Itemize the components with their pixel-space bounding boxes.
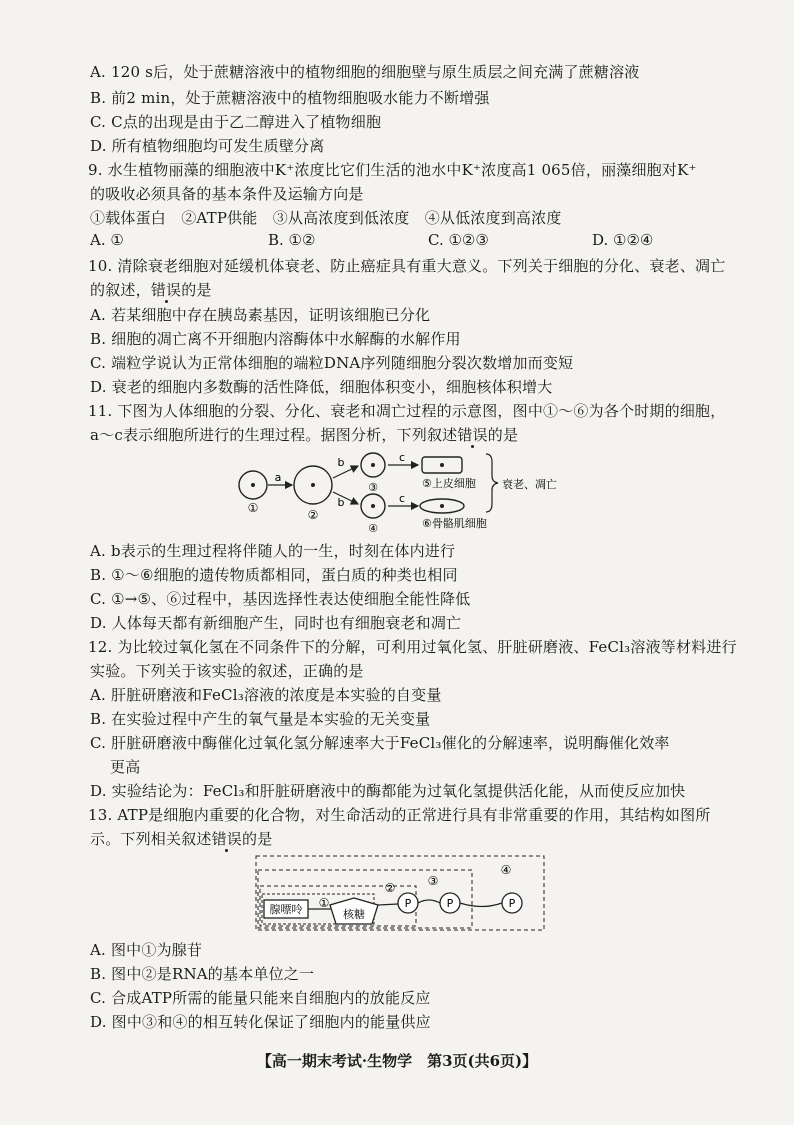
cell-3-label: ③ [368, 481, 378, 494]
phosphate-1-label: P [404, 897, 412, 910]
q13-option-d: D. 图中③和④的相互转化保证了细胞内的能量供应 [90, 1013, 431, 1031]
q10-option-c: C. 端粒学说认为正常体细胞的端粒DNA序列随细胞分裂次数增加而变短 [90, 354, 574, 372]
q13-stem-line2: 示。下列相关叙述错误的是 [90, 830, 273, 848]
q11-option-d: D. 人体每天都有新细胞产生，同时也有细胞衰老和凋亡 [90, 614, 462, 632]
region-4-label: ④ [500, 863, 512, 877]
q11-option-a: A. b表示的生理过程将伴随人的一生，时刻在体内进行 [90, 542, 456, 560]
q13-option-c: C. 合成ATP所需的能量只能来自细胞内的放能反应 [90, 989, 431, 1007]
region-1-label: ① [318, 896, 330, 910]
cell-2-label: ② [307, 508, 319, 522]
q13-option-b: B. 图中②是RNA的基本单位之一 [90, 965, 315, 983]
q12-option-a: A. 肝脏研磨液和FeCl₃溶液的浓度是本实验的自变量 [90, 686, 442, 704]
emphasis-wrong: 错误 [457, 426, 488, 444]
q9-options [90, 231, 750, 251]
q8-option-a: A. 120 s后，处于蔗糖溶液中的植物细胞的细胞壁与原生质层之间充满了蔗糖溶液 [90, 63, 640, 81]
q12-stem-line2: 实验。下列关于该实验的叙述，正确的是 [90, 662, 364, 680]
cell-lifecycle-diagram [228, 448, 578, 538]
region-2-label: ② [384, 881, 396, 895]
phosphate-2-label: P [446, 897, 454, 910]
page-footer: 【高一期末考试·生物学 第3页(共6页)】 [256, 1052, 538, 1070]
cell-4-label: ④ [368, 522, 378, 535]
q9-option-a: A. ① [90, 231, 124, 249]
q13-stem-line1: 13. ATP是细胞内重要的化合物，对生命活动的正常进行具有非常重要的作用，其结构如图所 [88, 806, 711, 824]
q9-option-b: B. ①② [268, 231, 316, 249]
ribose-label: 核糖 [343, 908, 365, 921]
atp-structure-diagram [244, 852, 548, 934]
q12-option-c-line1: C. 肝脏研磨液中酶催化过氧化氢分解速率大于FeCl₃催化的分解速率，说明酶催化效率 [90, 734, 670, 752]
q12-option-b: B. 在实验过程中产生的氧气量是本实验的无关变量 [90, 710, 431, 728]
q12-stem-line1: 12. 为比较过氧化氢在不同条件下的分解，可利用过氧化氢、肝脏研磨液、FeCl₃溶液等材料进行 [88, 638, 737, 656]
q10-stem-line2: 的叙述，错误的是 [90, 281, 212, 299]
q8-option-b: B. 前2 min，处于蔗糖溶液中的植物细胞吸水能力不断增强 [90, 89, 490, 107]
q12-option-c-line2: 更高 [110, 758, 141, 776]
process-c-label-top: c [398, 451, 406, 464]
adenine-label: 腺嘌呤 [269, 903, 303, 916]
q9-stem-line1: 9. 水生植物丽藻的细胞液中K⁺浓度比它们生活的池水中K⁺浓度高1 065倍，丽藻细胞对K⁺ [88, 161, 697, 179]
q8-option-c: C. C点的出现是由于乙二醇进入了植物细胞 [90, 113, 382, 131]
q11-option-c: C. ①→⑤、⑥过程中，基因选择性表达使细胞全能性降低 [90, 590, 471, 608]
q11-stem-line2: a～c表示细胞所进行的生理过程。据图分析，下列叙述错误的是 [90, 426, 519, 444]
phosphate-3-label: P [508, 897, 516, 910]
cell-6-label: ⑥骨骼肌细胞 [422, 517, 487, 530]
fate-label: 衰老、凋亡 [502, 478, 557, 491]
emphasis-wrong: 错误 [150, 281, 182, 299]
cell-1-label: ① [247, 501, 259, 515]
cell-5-label: ⑤上皮细胞 [422, 477, 476, 490]
q9-option-c: C. ①②③ [428, 231, 489, 249]
process-a-label: a [274, 471, 282, 484]
q10-stem-line1: 10. 清除衰老细胞对延缓机体衰老、防止癌症具有重大意义。下列关于细胞的分化、衰老、凋亡 [88, 257, 726, 275]
q9-conditions: ①载体蛋白 ②ATP供能 ③从高浓度到低浓度 ④从低浓度到高浓度 [90, 209, 562, 227]
q11-stem-line1: 11. 下图为人体细胞的分裂、分化、衰老和凋亡过程的示意图，图中①～⑥为各个时期的细胞， [88, 402, 726, 420]
q10-option-d: D. 衰老的细胞内多数酶的活性降低，细胞体积变小，细胞核体积增大 [90, 378, 553, 396]
q9-option-d: D. ①②④ [592, 231, 654, 249]
process-b-label-top: b [337, 456, 345, 469]
q13-option-a: A. 图中①为腺苷 [90, 941, 203, 959]
process-c-label-bottom: c [398, 492, 406, 505]
region-3-label: ③ [427, 874, 439, 888]
q9-stem-line2: 的吸收必须具备的基本条件及运输方向是 [90, 185, 364, 203]
emphasis-wrong: 错误 [211, 830, 243, 848]
process-b-label-bottom: b [337, 496, 345, 509]
q11-option-b: B. ①～⑥细胞的遗传物质都相同，蛋白质的种类也相同 [90, 566, 458, 584]
q10-option-b: B. 细胞的凋亡离不开细胞内溶酶体中水解酶的水解作用 [90, 330, 461, 348]
q8-option-d: D. 所有植物细胞均可发生质壁分离 [90, 137, 325, 155]
brace [486, 454, 498, 512]
q12-option-d: D. 实验结论为：FeCl₃和肝脏研磨液中的酶都能为过氧化氢提供活化能，从而使反应加快 [90, 782, 686, 800]
q10-option-a: A. 若某细胞中存在胰岛素基因，证明该细胞已分化 [90, 306, 431, 324]
